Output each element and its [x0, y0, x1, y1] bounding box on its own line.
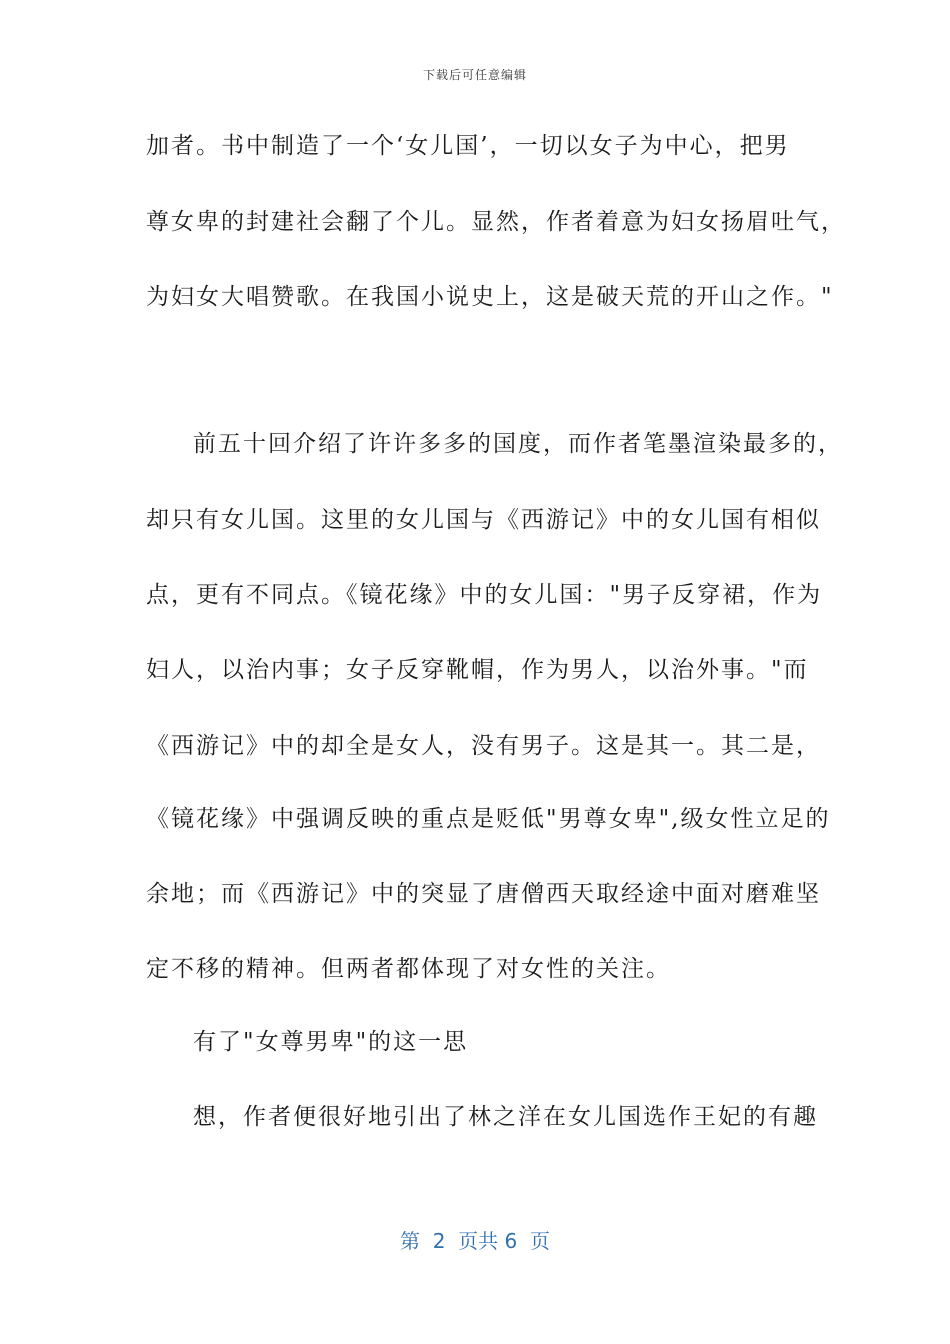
text-line: 为妇女大唱赞歌。在我国小说史上，这是破天荒的开山之作。"	[146, 284, 834, 310]
page-number-footer: 第 2 页共 6 页	[400, 1229, 550, 1253]
text-line: 前五十回介绍了许许多多的国度，而作者笔墨渲染最多的，	[193, 431, 843, 457]
text-line: 点，更有不同点。《镜花缘》中的女儿国："男子反穿裙，作为	[146, 582, 823, 608]
text-line: 却只有女儿国。这里的女儿国与《西游记》中的女儿国有相似	[146, 507, 821, 533]
text-line: 加者。书中制造了一个‘女儿国’，一切以女子为中心，把男	[146, 133, 790, 159]
text-line: 定不移的精神。但两者都体现了对女性的关注。	[146, 956, 671, 982]
text-line: 有了"女尊男卑"的这一思	[193, 1029, 469, 1055]
text-line: 妇人，以治内事；女子反穿靴帽，作为男人，以治外事。"而	[146, 657, 809, 683]
text-line: 尊女卑的封建社会翻了个儿。显然，作者着意为妇女扬眉吐气，	[146, 209, 846, 235]
text-line: 想，作者便很好地引出了林之洋在女儿国选作王妃的有趣	[193, 1104, 818, 1130]
text-line: 余地；而《西游记》中的突显了唐僧西天取经途中面对磨难坚	[146, 881, 821, 907]
text-line: 《镜花缘》中强调反映的重点是贬低"男尊女卑",级女性立足的	[146, 806, 831, 832]
page-header: 下载后可任意编辑	[422, 68, 527, 82]
text-line: 《西游记》中的却全是女人，没有男子。这是其一。其二是，	[146, 733, 821, 759]
